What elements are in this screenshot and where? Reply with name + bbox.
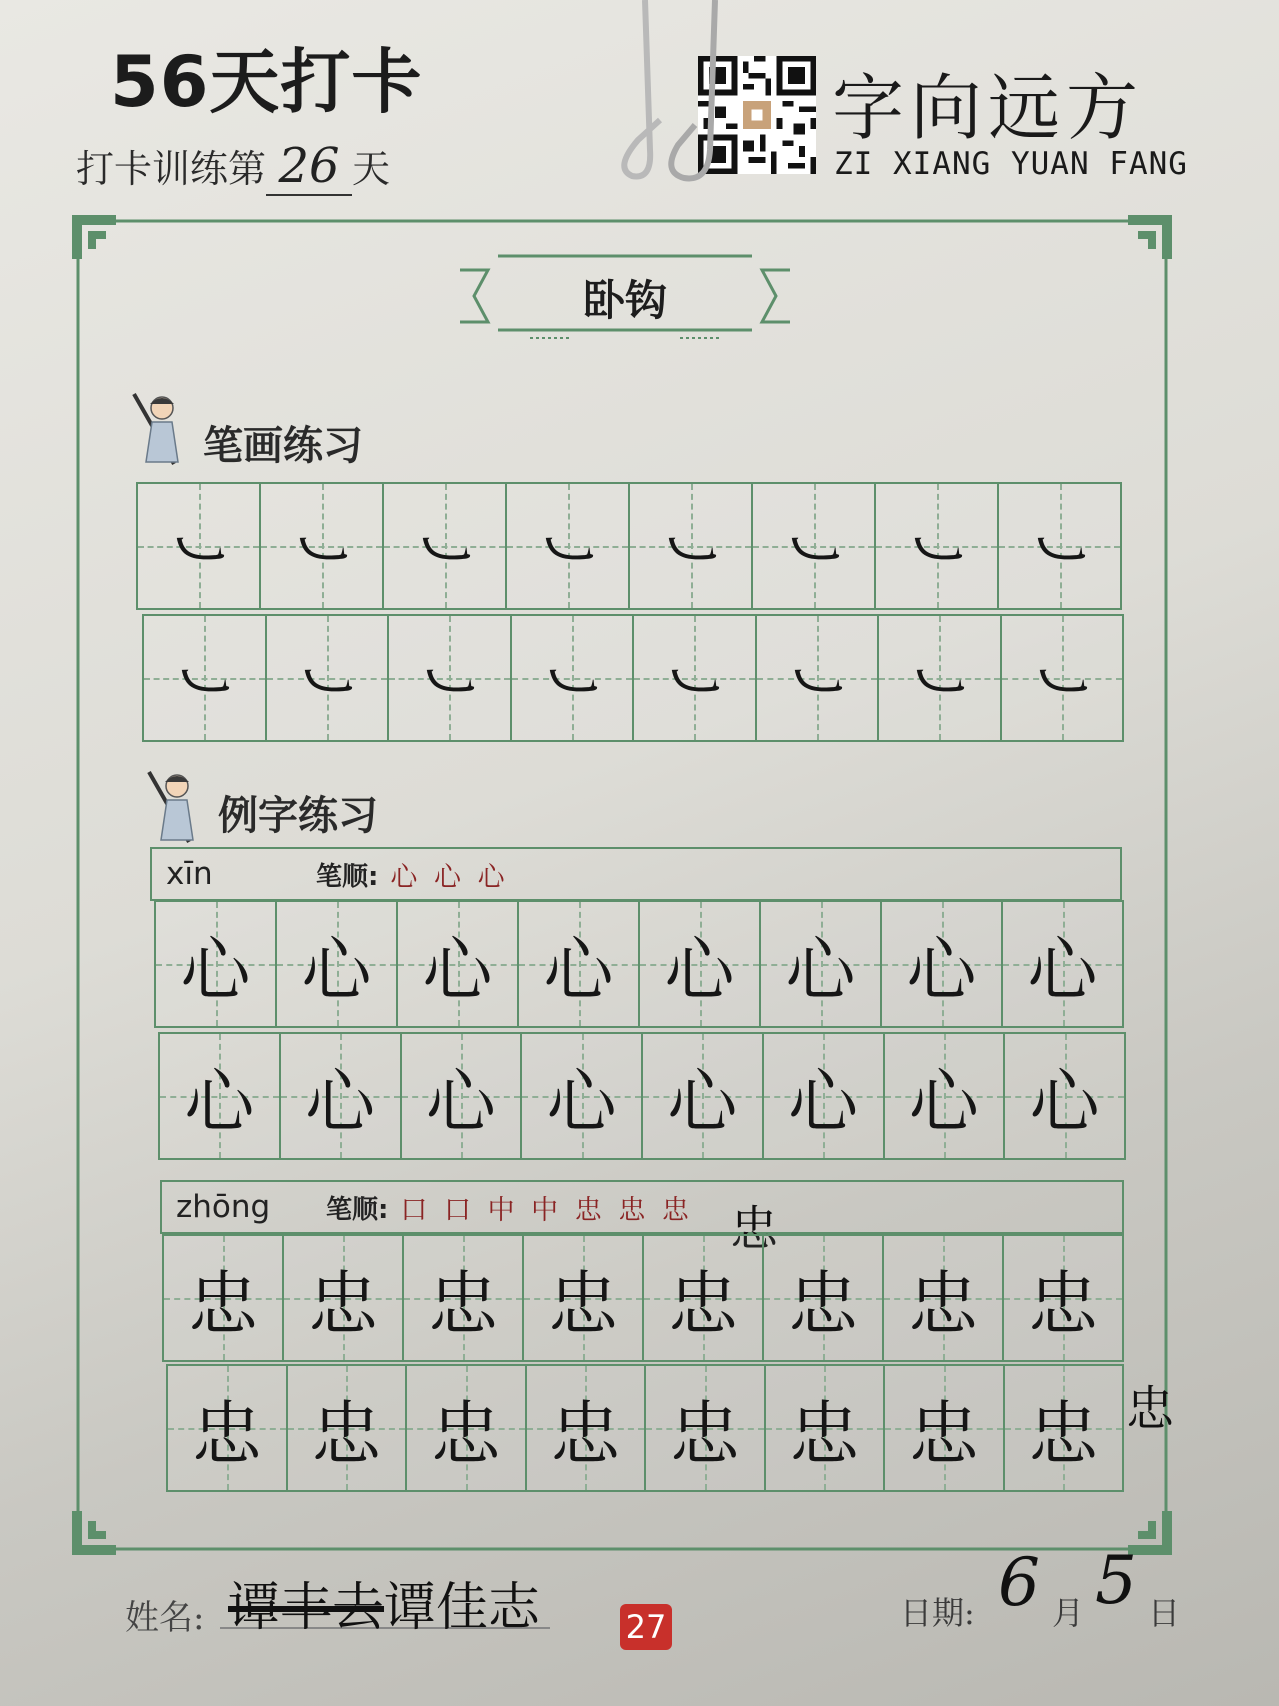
practice-cell: 忠 bbox=[766, 1366, 886, 1490]
practice-cell: 心 bbox=[1003, 902, 1122, 1026]
stroke-row-1 bbox=[136, 482, 1122, 610]
practice-cell: 心 bbox=[277, 902, 398, 1026]
binder-clip-icon bbox=[620, 0, 740, 200]
date-day-value: 5 bbox=[1095, 1542, 1137, 1619]
practice-cell: 忠 bbox=[646, 1366, 766, 1490]
practice-cell: ㇃ bbox=[267, 616, 390, 740]
practice-cell: ㇃ bbox=[753, 484, 876, 608]
practice-cell: ㇃ bbox=[634, 616, 757, 740]
checkin-day-number: 26 bbox=[266, 138, 352, 196]
page-number-badge: 27 bbox=[620, 1604, 672, 1650]
handwritten-extra-above: 忠 bbox=[730, 1201, 779, 1257]
practice-cell: ㇃ bbox=[138, 484, 261, 608]
practice-cell: 忠 bbox=[527, 1366, 647, 1490]
practice-cell: 心 bbox=[640, 902, 761, 1026]
practice-cell: 忠 bbox=[168, 1366, 288, 1490]
practice-cell: ㇃ bbox=[512, 616, 635, 740]
practice-cell: 心 bbox=[522, 1034, 643, 1158]
brand-name-chinese: 字向远方 bbox=[832, 66, 1145, 150]
page-title: 56天打卡 bbox=[110, 41, 423, 123]
practice-cell: 心 bbox=[761, 902, 882, 1026]
name-label: 姓名: bbox=[125, 1598, 205, 1638]
char1-order-label: 笔顺: bbox=[316, 861, 379, 892]
practice-cell: ㇃ bbox=[384, 484, 507, 608]
practice-cell: ㇃ bbox=[389, 616, 512, 740]
char1-pinyin: xīn bbox=[166, 856, 213, 892]
practice-cell: 心 bbox=[1005, 1034, 1124, 1158]
char2-row-1 bbox=[162, 1234, 1124, 1362]
char1-order-sequence: 心 心 心 bbox=[390, 861, 509, 893]
char2-order-sequence: 口 口 中 中 忠 忠 忠 bbox=[400, 1194, 693, 1226]
scholar-icon bbox=[145, 768, 201, 848]
practice-cell: 忠 bbox=[1004, 1236, 1122, 1360]
practice-cell: 心 bbox=[156, 902, 277, 1026]
practice-cell: 心 bbox=[885, 1034, 1006, 1158]
practice-cell: 心 bbox=[519, 902, 640, 1026]
practice-cell: 忠 bbox=[404, 1236, 524, 1360]
practice-cell: 忠 bbox=[284, 1236, 404, 1360]
practice-cell: 心 bbox=[882, 902, 1003, 1026]
scholar-icon bbox=[130, 390, 186, 470]
practice-cell: 忠 bbox=[164, 1236, 284, 1360]
practice-cell: 忠 bbox=[644, 1236, 764, 1360]
name-crossed-out: 谭丰去 bbox=[228, 1578, 385, 1638]
practice-cell: ㇃ bbox=[879, 616, 1002, 740]
practice-cell: 心 bbox=[398, 902, 519, 1026]
char1-row-2 bbox=[158, 1032, 1126, 1160]
stroke-practice-heading: 笔画练习 bbox=[203, 423, 363, 469]
brand-name-english: ZI XIANG YUAN FANG bbox=[834, 146, 1188, 182]
stroke-row-2 bbox=[142, 614, 1124, 742]
practice-cell: 心 bbox=[281, 1034, 402, 1158]
char2-pinyin: zhōng bbox=[176, 1189, 271, 1225]
handwritten-extra-right: 忠 bbox=[1126, 1381, 1175, 1437]
practice-cell: 忠 bbox=[288, 1366, 408, 1490]
practice-cell: ㇃ bbox=[757, 616, 880, 740]
practice-cell: 心 bbox=[764, 1034, 885, 1158]
char1-row-1 bbox=[154, 900, 1124, 1028]
banner-title: 卧钩 bbox=[582, 276, 667, 325]
date-day-label: 日 bbox=[1148, 1594, 1181, 1632]
practice-cell: 心 bbox=[160, 1034, 281, 1158]
date-label: 日期: bbox=[900, 1594, 975, 1632]
practice-cell: ㇃ bbox=[261, 484, 384, 608]
practice-cell: ㇃ bbox=[1002, 616, 1123, 740]
char2-order-label: 笔顺: bbox=[326, 1194, 389, 1225]
char2-info-bar bbox=[160, 1180, 1124, 1234]
practice-cell: 忠 bbox=[1005, 1366, 1123, 1490]
practice-cell: 忠 bbox=[407, 1366, 527, 1490]
practice-cell: ㇃ bbox=[630, 484, 753, 608]
practice-cell: 忠 bbox=[884, 1236, 1004, 1360]
checkin-line bbox=[76, 138, 390, 196]
example-practice-heading: 例字练习 bbox=[218, 793, 378, 839]
practice-cell: 忠 bbox=[885, 1366, 1005, 1490]
name-value: 谭佳志 bbox=[384, 1578, 541, 1638]
date-month-label: 月 bbox=[1052, 1594, 1085, 1632]
practice-cell: 心 bbox=[402, 1034, 523, 1158]
char1-info-bar bbox=[150, 847, 1122, 901]
practice-cell: ㇃ bbox=[876, 484, 999, 608]
practice-cell: 忠 bbox=[524, 1236, 644, 1360]
char2-row-2 bbox=[166, 1364, 1124, 1492]
practice-cell: ㇃ bbox=[507, 484, 630, 608]
practice-cell: 心 bbox=[643, 1034, 764, 1158]
checkin-prefix: 打卡训练第 bbox=[76, 147, 267, 191]
date-month-value: 6 bbox=[998, 1544, 1040, 1621]
name-handwritten bbox=[228, 1565, 540, 1640]
practice-cell: ㇃ bbox=[144, 616, 267, 740]
practice-cell: 忠 bbox=[764, 1236, 884, 1360]
checkin-suffix: 天 bbox=[352, 147, 391, 191]
practice-cell: ㇃ bbox=[999, 484, 1120, 608]
